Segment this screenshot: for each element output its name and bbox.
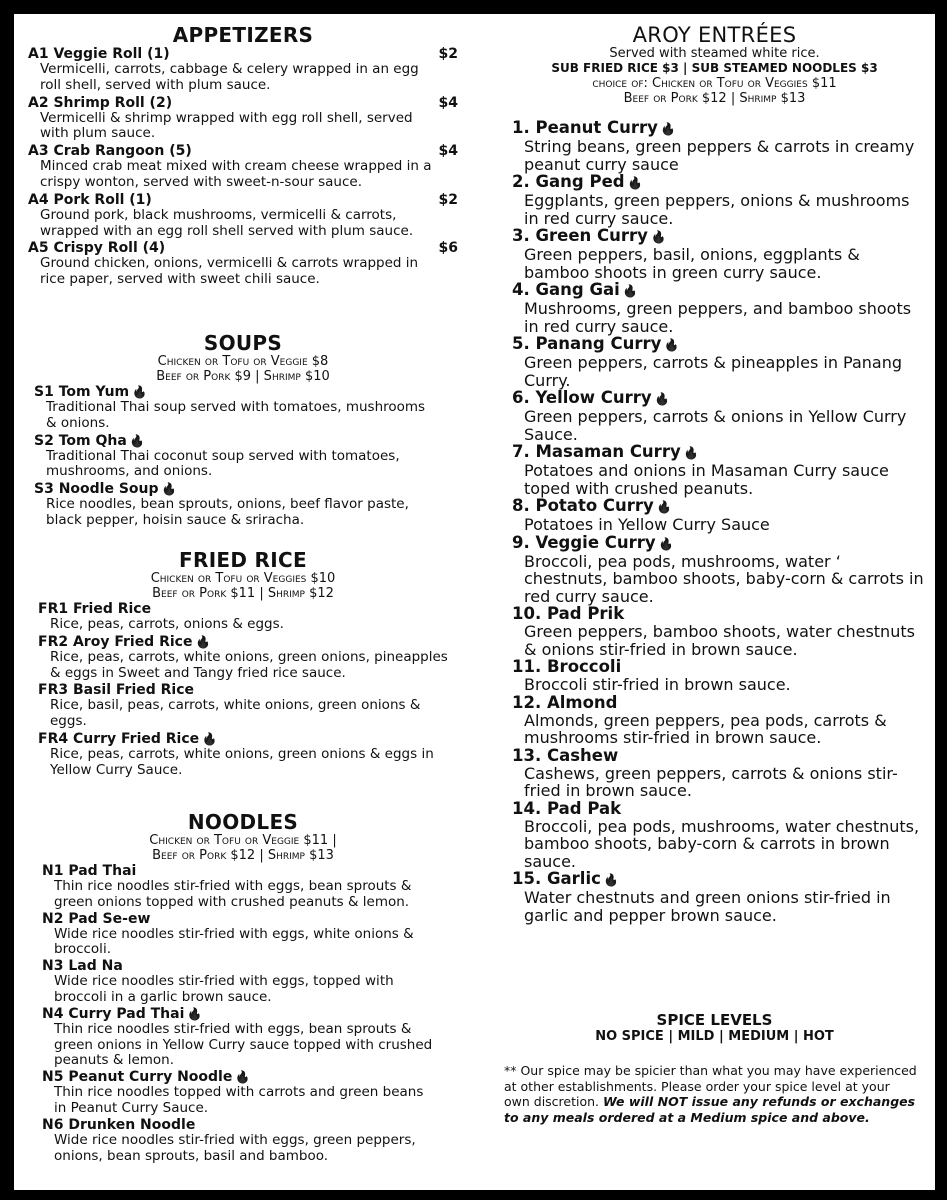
- noodles-list: [28, 863, 458, 1164]
- menu-item-header: [34, 433, 458, 449]
- menu-item: [38, 682, 458, 730]
- flame-icon: 🔥: [603, 873, 619, 887]
- menu-item-header: [512, 173, 927, 192]
- menu-item-header: [512, 227, 927, 246]
- menu-item-header: [512, 605, 927, 623]
- menu-item: [512, 870, 927, 924]
- menu-item-name: 4. Gang Gai: [512, 280, 620, 299]
- entrees-choice-line: choice of: Chicken or Tofu or Veggies $11: [592, 76, 837, 91]
- menu-item-description: Broccoli stir-fried in brown sauce.: [524, 675, 791, 694]
- flame-icon: 🔥: [654, 392, 670, 406]
- menu-item: [512, 497, 927, 534]
- spice-note: [502, 1063, 927, 1125]
- menu-item-description: Rice, peas, carrots, white onions, green onions & eggs in Yellow Curry Sauce.: [50, 745, 434, 778]
- menu-item-description: Vermicelli & shrimp wrapped with egg roll shell, served with plum sauce.: [40, 109, 413, 142]
- flame-icon: 🔥: [622, 284, 638, 298]
- flame-icon: 🔥: [660, 122, 676, 136]
- menu-item-name: 7. Masaman Curry: [512, 442, 681, 461]
- menu-item-header: [512, 119, 927, 138]
- flame-icon: 🔥: [627, 176, 643, 190]
- menu-item: [34, 481, 458, 529]
- menu-item-header: [42, 1117, 458, 1133]
- menu-item-name: 1. Peanut Curry: [512, 118, 658, 137]
- menu-item-description: Wide rice noodles stir-fried with eggs, white onions & broccoli.: [54, 925, 414, 958]
- menu-item-description: Rice noodles, bean sprouts, onions, beef flavor paste, black pepper, hoisin sauce & sriracha.: [46, 496, 409, 528]
- menu-item-header: [42, 958, 458, 974]
- soups-list: [28, 384, 458, 529]
- menu-item-header: [28, 240, 458, 256]
- menu-item: [28, 143, 458, 191]
- menu-item-name: FR3 Basil Fried Rice: [38, 682, 195, 699]
- entrees-list: [502, 119, 927, 924]
- menu-item-header: [28, 192, 458, 208]
- menu-item: [42, 1117, 458, 1165]
- menu-item-description: Rice, peas, carrots, white onions, green onions, pineapples & eggs in Sweet and Tangy fried rice sauce.: [50, 648, 448, 681]
- menu-item-header: [512, 281, 927, 300]
- appetizers-section: [28, 24, 458, 289]
- entrees-sub-line: SUB FRIED RICE $3 | SUB STEAMED NOODLES $3: [551, 61, 878, 75]
- menu-item-description: String beans, green peppers & carrots in creamy peanut curry sauce: [524, 137, 915, 174]
- menu-item-header: [38, 634, 458, 650]
- fried-rice-price-line-1: Chicken or Tofu or Veggies $10: [150, 571, 336, 586]
- menu-item-name: 8. Potato Curry: [512, 496, 654, 515]
- menu-item: [512, 694, 927, 747]
- menu-item: [42, 1069, 458, 1117]
- menu-item-header: [38, 731, 458, 747]
- menu-item-price: $2: [438, 46, 458, 62]
- menu-item-header: [512, 747, 927, 765]
- menu-item-description: Eggplants, green peppers, onions & mushrooms in red curry sauce.: [524, 191, 910, 228]
- menu-item-description: Wide rice noodles stir-fried with eggs, green peppers, onions, bean sprouts, basil and bamboo.: [54, 1131, 416, 1164]
- menu-item-name: FR2 Aroy Fried Rice: [38, 633, 193, 650]
- entrees-title: AROY ENTRÉES: [632, 23, 797, 47]
- fried-rice-section: [28, 549, 458, 780]
- menu-item-name: 5. Panang Curry: [512, 334, 662, 353]
- menu-item-header: [42, 911, 458, 927]
- entrees-price-line: Beef or Pork $12 | Shrimp $13: [623, 91, 806, 106]
- menu-item: [38, 634, 458, 682]
- menu-item-description: Broccoli, pea pods, mushrooms, water ‘ chestnuts, bamboo shoots, baby-corn & carrots in red curry sauce.: [524, 551, 924, 606]
- menu-item-description: Minced crab meat mixed with cream cheese wrapped in a crispy wonton, served with sweet-n-sour sauce.: [40, 158, 432, 190]
- menu-item-name: A1 Veggie Roll (1): [28, 46, 170, 62]
- entrees-section: [502, 24, 927, 924]
- menu-item-description: Water chestnuts and green onions stir-fried in garlic and pepper brown sauce.: [524, 888, 891, 925]
- menu-page: [14, 14, 935, 1190]
- menu-item: [512, 389, 927, 443]
- menu-item-name: S2 Tom Qha: [34, 432, 127, 449]
- fried-rice-price-line-2: Beef or Pork $11 | Shrimp $12: [152, 586, 334, 601]
- menu-item-name: 9. Veggie Curry: [512, 532, 656, 552]
- soups-section: [28, 332, 458, 530]
- spice-note-text: ** Our spice may be spicier than what you may have experienced at other establishments. Please order your spice level at your own discretion.: [504, 1063, 917, 1109]
- flame-icon: 🔥: [683, 446, 699, 460]
- menu-item-name: 12. Almond: [512, 692, 618, 712]
- menu-item-description: Potatoes and onions in Masaman Curry sauce toped with crushed peanuts.: [524, 461, 889, 498]
- menu-item-header: [42, 1006, 458, 1022]
- menu-item-description: Green peppers, bamboo shoots, water chestnuts & onions stir-fried in brown sauce.: [524, 622, 915, 659]
- menu-item: [512, 605, 927, 658]
- menu-item: [512, 281, 927, 335]
- menu-item-name: 10. Pad Prik: [512, 604, 625, 623]
- spice-section: [502, 1011, 927, 1125]
- menu-item-name: N1 Pad Thai: [42, 863, 137, 879]
- spice-note-bold: We will NOT issue any refunds or exchanges to any meals ordered at a Medium spice and above.: [504, 1094, 916, 1125]
- menu-item-name: 6. Yellow Curry: [512, 388, 652, 407]
- menu-item: [512, 443, 927, 497]
- menu-item-name: FR4 Curry Fried Rice: [38, 730, 200, 747]
- menu-item-name: N6 Drunken Noodle: [42, 1116, 196, 1133]
- noodles-price-line-1: Chicken or Tofu or Veggie $11 |: [149, 833, 337, 848]
- flame-icon: 🔥: [132, 385, 148, 399]
- menu-item-description: Thin rice noodles topped with carrots and green beans in Peanut Curry Sauce.: [54, 1084, 424, 1116]
- flame-icon: 🔥: [129, 433, 145, 448]
- menu-item-header: [28, 143, 458, 159]
- menu-item: [512, 658, 927, 694]
- noodles-title: NOODLES: [187, 810, 299, 834]
- menu-item: [512, 173, 927, 227]
- menu-item-description: Green peppers, carrots & onions in Yellow Curry Sauce.: [524, 407, 907, 444]
- flame-icon: 🔥: [187, 1006, 203, 1021]
- menu-item-header: [512, 870, 927, 889]
- menu-item-name: FR1 Fried Rice: [38, 601, 152, 617]
- flame-icon: 🔥: [161, 482, 177, 497]
- menu-item-description: Ground chicken, onions, vermicelli & carrots wrapped in rice paper, served with sweet chili sauce.: [40, 255, 419, 288]
- menu-item-description: Traditional Thai soup served with tomatoes, mushrooms & onions.: [46, 399, 426, 431]
- menu-item-header: [42, 863, 458, 879]
- menu-item-description: Potatoes in Yellow Curry Sauce: [524, 515, 770, 534]
- menu-item: [28, 240, 458, 288]
- menu-item-description: Vermicelli, carrots, cabbage & celery wrapped in an egg roll shell, served with plum sauce.: [40, 61, 419, 93]
- flame-icon: 🔥: [202, 731, 218, 746]
- appetizers-title: APPETIZERS: [172, 23, 314, 47]
- menu-item-header: [512, 534, 927, 553]
- menu-item-description: Traditional Thai coconut soup served with tomatoes, mushrooms, and onions.: [46, 447, 400, 480]
- menu-item-header: [38, 601, 458, 617]
- menu-item: [28, 95, 458, 143]
- menu-item-header: [38, 682, 458, 698]
- menu-item-name: N3 Lad Na: [42, 958, 123, 975]
- menu-item: [42, 911, 458, 959]
- menu-item-header: [34, 481, 458, 497]
- menu-item: [28, 192, 458, 240]
- menu-item-header: [512, 443, 927, 462]
- menu-item-description: Mushrooms, green peppers, and bamboo shoots in red curry sauce.: [524, 299, 912, 336]
- menu-item-name: S3 Noodle Soup: [34, 481, 159, 498]
- flame-icon: 🔥: [656, 500, 672, 514]
- menu-item-description: Rice, peas, carrots, onions & eggs.: [50, 616, 284, 632]
- menu-item-description: Rice, basil, peas, carrots, white onions, green onions & eggs.: [50, 697, 421, 730]
- menu-item: [42, 863, 458, 911]
- menu-item-header: [512, 800, 927, 818]
- menu-item: [38, 601, 458, 633]
- menu-item-description: Green peppers, carrots & pineapples in Panang Curry.: [524, 353, 903, 390]
- menu-item-header: [28, 95, 458, 111]
- menu-item-name: 11. Broccoli: [512, 657, 622, 676]
- spice-levels: NO SPICE | MILD | MEDIUM | HOT: [595, 1029, 834, 1044]
- menu-item: [28, 46, 458, 94]
- menu-item-name: N5 Peanut Curry Noodle: [42, 1069, 233, 1086]
- menu-item: [42, 1006, 458, 1069]
- menu-item-header: [512, 658, 927, 676]
- menu-item-header: [28, 46, 458, 62]
- menu-item-header: [512, 694, 927, 712]
- flame-icon: 🔥: [658, 536, 674, 551]
- fried-rice-title: FRIED RICE: [179, 548, 307, 572]
- soups-price-line-1: Chicken or Tofu or Veggie $8: [157, 354, 329, 369]
- menu-item: [512, 119, 927, 173]
- menu-item: [38, 731, 458, 779]
- menu-item-header: [512, 389, 927, 408]
- menu-item-header: [34, 384, 458, 400]
- noodles-section: [28, 811, 458, 1164]
- menu-item-name: A2 Shrimp Roll (2): [28, 94, 173, 111]
- menu-item-name: 13. Cashew: [512, 745, 619, 765]
- menu-item: [42, 958, 458, 1006]
- menu-item-name: A5 Crispy Roll (4): [28, 240, 166, 257]
- menu-item-description: Thin rice noodles stir-fried with eggs, bean sprouts & green onions topped with crushed peanuts & lemon.: [54, 878, 412, 910]
- menu-item-name: A4 Pork Roll (1): [28, 191, 152, 208]
- menu-item-header: [512, 335, 927, 354]
- menu-item-name: 15. Garlic: [512, 869, 601, 888]
- menu-item: [512, 335, 927, 389]
- menu-item-name: 2. Gang Ped: [512, 172, 625, 191]
- menu-item-description: Almonds, green peppers, pea pods, carrots & mushrooms stir-fried in brown sauce.: [524, 710, 887, 747]
- soups-title: SOUPS: [203, 331, 283, 355]
- menu-item-name: S1 Tom Yum: [34, 384, 130, 400]
- entrees-served: Served with steamed white rice.: [609, 46, 820, 61]
- menu-item: [512, 227, 927, 281]
- menu-item: [512, 534, 927, 606]
- fried-rice-list: [28, 601, 458, 779]
- menu-item-name: 14. Pad Pak: [512, 798, 622, 818]
- menu-item-name: 3. Green Curry: [512, 226, 648, 245]
- menu-item-description: Green peppers, basil, onions, eggplants & bamboo shoots in green curry sauce.: [524, 245, 860, 282]
- menu-item-price: $4: [438, 94, 458, 111]
- menu-item-header: [42, 1069, 458, 1085]
- menu-item-price: $2: [438, 191, 458, 208]
- menu-item-description: Wide rice noodles stir-fried with eggs, topped with broccoli in a garlic brown sauce.: [54, 973, 394, 1005]
- flame-icon: 🔥: [195, 634, 211, 649]
- menu-item-description: Cashews, green peppers, carrots & onions stir-fried in brown sauce.: [524, 763, 898, 800]
- flame-icon: 🔥: [235, 1070, 251, 1085]
- appetizers-list: [28, 46, 458, 288]
- menu-item-header: [512, 497, 927, 516]
- flame-icon: 🔥: [650, 230, 666, 244]
- menu-item: [34, 433, 458, 481]
- menu-item: [34, 384, 458, 432]
- soups-price-line-2: Beef or Pork $9 | Shrimp $10: [156, 369, 330, 384]
- menu-item-price: $6: [438, 240, 458, 257]
- menu-item-description: Ground pork, black mushrooms, vermicelli & carrots, wrapped with an egg roll shell served with plum sauce.: [40, 206, 414, 239]
- menu-item-description: Thin rice noodles stir-fried with eggs, bean sprouts & green onions in Yellow Curry sauce topped with crushed peanuts & lemon.: [54, 1020, 433, 1069]
- menu-item: [512, 800, 927, 871]
- flame-icon: 🔥: [664, 338, 680, 352]
- menu-item-description: Broccoli, pea pods, mushrooms, water chestnuts, bamboo shoots, baby-corn & carrots in brown sauce.: [524, 816, 920, 871]
- menu-item: [512, 747, 927, 800]
- menu-item-name: A3 Crab Rangoon (5): [28, 143, 192, 160]
- menu-item-name: N2 Pad Se-ew: [42, 910, 151, 927]
- noodles-price-line-2: Beef or Pork $12 | Shrimp $13: [152, 848, 334, 863]
- menu-item-price: $4: [438, 143, 458, 160]
- menu-item-name: N4 Curry Pad Thai: [42, 1005, 185, 1022]
- spice-title: SPICE LEVELS: [656, 1011, 773, 1029]
